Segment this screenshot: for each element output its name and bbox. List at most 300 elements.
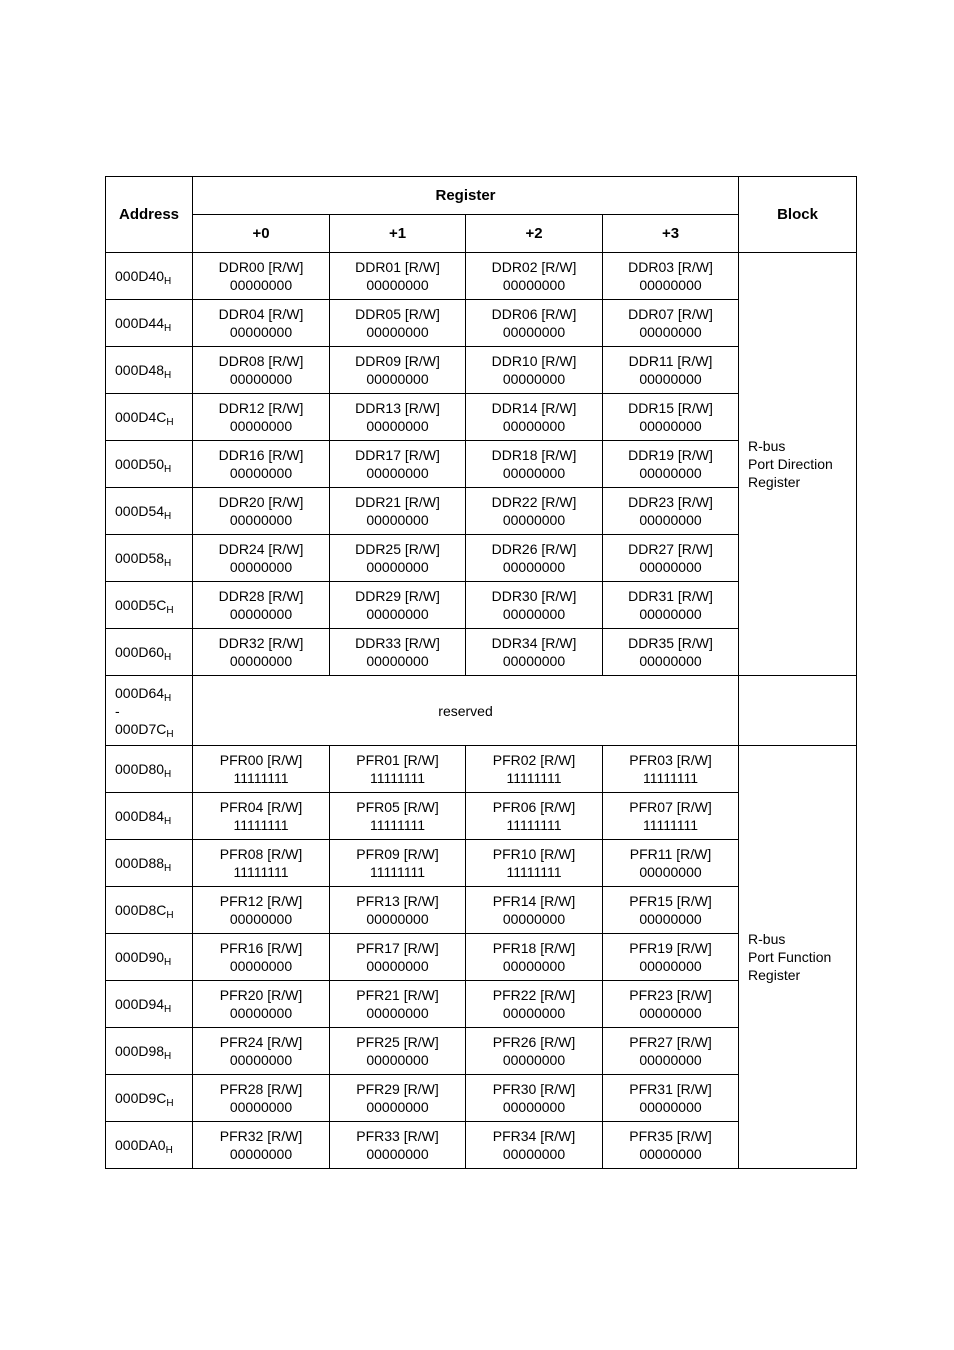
pfr-register-cell (330, 887, 466, 934)
register-initial-value: 00000000 (639, 512, 702, 528)
register-name: DDR16 [R/W] (218, 447, 304, 463)
ddr-register-cell (466, 488, 603, 535)
register-initial-value: 11111111 (643, 817, 699, 833)
hex-suffix: H (165, 1145, 173, 1156)
address-value: 000D5C (115, 597, 167, 613)
register-name: DDR29 [R/W] (355, 588, 440, 604)
pfr-register-cell (193, 981, 330, 1028)
register-name: PFR01 [R/W] (356, 752, 439, 768)
register-initial-value: 00000000 (639, 1099, 702, 1115)
register-name: DDR07 [R/W] (628, 306, 713, 322)
register-initial-value: 00000000 (366, 277, 429, 293)
ddr-register-cell (466, 535, 603, 582)
register-initial-value: 00000000 (502, 606, 566, 622)
register-initial-value: 00000000 (229, 958, 293, 974)
address-cell (106, 488, 193, 535)
register-name: DDR10 [R/W] (491, 353, 577, 369)
register-name: PFR12 [R/W] (219, 893, 303, 909)
register-initial-value: 00000000 (639, 1146, 702, 1162)
ddr-register-cell (603, 253, 739, 300)
pfr-register-cell (466, 1122, 603, 1169)
register-initial-value: 00000000 (229, 371, 293, 387)
register-initial-value: 00000000 (229, 1052, 293, 1068)
reserved-block-cell (739, 676, 857, 746)
ddr-block-cell (739, 253, 857, 676)
register-name: PFR16 [R/W] (219, 940, 303, 956)
ddr-register-cell (466, 300, 603, 347)
register-initial-value: 00000000 (639, 465, 702, 481)
ddr-register-cell (603, 582, 739, 629)
ddr-register-cell (466, 441, 603, 488)
register-initial-value: 00000000 (502, 465, 566, 481)
register-name: DDR05 [R/W] (355, 306, 440, 322)
hex-suffix: H (164, 816, 172, 827)
hex-suffix: H (164, 370, 172, 381)
reserved-label: reserved (193, 676, 739, 746)
address-value: 000D98 (115, 1043, 165, 1059)
ddr-register-cell (466, 253, 603, 300)
register-initial-value: 00000000 (366, 324, 429, 340)
address-value: 000D50 (115, 456, 165, 472)
pfr-register-cell (193, 840, 330, 887)
register-name: PFR07 [R/W] (629, 799, 712, 815)
register-map-table (105, 176, 857, 1169)
pfr-register-cell (330, 934, 466, 981)
register-initial-value: 00000000 (639, 1052, 702, 1068)
address-value: 000D9C (115, 1090, 167, 1106)
register-name: DDR22 [R/W] (491, 494, 577, 510)
address-cell (106, 746, 193, 793)
pfr-register-cell (193, 1075, 330, 1122)
hex-suffix: H (164, 1004, 172, 1015)
ddr-register-cell (603, 441, 739, 488)
register-name: PFR10 [R/W] (492, 846, 576, 862)
address-cell (106, 793, 193, 840)
ddr-register-cell (603, 629, 739, 676)
register-initial-value: 00000000 (502, 911, 566, 927)
register-name: PFR09 [R/W] (356, 846, 439, 862)
ddr-register-cell (193, 629, 330, 676)
register-name: PFR20 [R/W] (219, 987, 303, 1003)
address-cell (106, 253, 193, 300)
block-label-line: R-bus (748, 931, 786, 947)
register-name: DDR23 [R/W] (628, 494, 713, 510)
address-value: 000D40 (115, 268, 165, 284)
register-initial-value: 00000000 (502, 1099, 566, 1115)
register-initial-value: 11111111 (233, 770, 289, 786)
hex-suffix: H (164, 652, 172, 663)
hex-suffix: H (166, 910, 174, 921)
pfr-register-cell (330, 793, 466, 840)
register-name: DDR00 [R/W] (218, 259, 304, 275)
register-initial-value: 11111111 (369, 770, 425, 786)
register-initial-value: 00000000 (366, 465, 429, 481)
register-initial-value: 11111111 (233, 864, 289, 880)
hex-suffix: H (164, 692, 172, 704)
ddr-register-cell (330, 300, 466, 347)
ddr-register-cell (603, 347, 739, 394)
register-initial-value: 00000000 (229, 1005, 293, 1021)
hex-suffix: H (164, 863, 172, 874)
register-name: DDR24 [R/W] (218, 541, 304, 557)
register-name: PFR22 [R/W] (492, 987, 576, 1003)
ddr-register-cell (330, 629, 466, 676)
pfr-register-group (106, 746, 857, 1169)
register-initial-value: 00000000 (229, 559, 293, 575)
address-value: 000D8C (115, 902, 167, 918)
pfr-register-cell (603, 887, 739, 934)
register-initial-value: 00000000 (502, 324, 566, 340)
ddr-register-cell (466, 582, 603, 629)
register-name: DDR12 [R/W] (218, 400, 304, 416)
pfr-register-cell (603, 934, 739, 981)
register-name: DDR27 [R/W] (628, 541, 713, 557)
register-initial-value: 11111111 (643, 770, 699, 786)
offset-header-3: +3 (603, 215, 739, 253)
register-name: DDR11 [R/W] (628, 353, 713, 369)
register-initial-value: 00000000 (229, 418, 293, 434)
register-initial-value: 00000000 (366, 1146, 429, 1162)
register-name: PFR18 [R/W] (492, 940, 576, 956)
pfr-register-cell (193, 887, 330, 934)
address-cell (106, 840, 193, 887)
register-initial-value: 00000000 (366, 1005, 429, 1021)
register-initial-value: 00000000 (366, 606, 429, 622)
register-initial-value: 00000000 (229, 911, 293, 927)
address-cell (106, 887, 193, 934)
pfr-register-cell (603, 793, 739, 840)
ddr-register-cell (603, 488, 739, 535)
register-initial-value: 00000000 (502, 1005, 566, 1021)
address-cell (106, 981, 193, 1028)
ddr-register-cell (330, 253, 466, 300)
register-name: PFR33 [R/W] (356, 1128, 439, 1144)
ddr-register-cell (330, 394, 466, 441)
register-initial-value: 00000000 (502, 512, 566, 528)
register-name: PFR34 [R/W] (492, 1128, 576, 1144)
hex-suffix: H (166, 605, 174, 616)
register-name: DDR20 [R/W] (218, 494, 304, 510)
register-initial-value: 00000000 (366, 653, 429, 669)
register-initial-value: 00000000 (639, 653, 702, 669)
register-name: DDR30 [R/W] (491, 588, 577, 604)
register-name: PFR32 [R/W] (219, 1128, 303, 1144)
register-name: PFR11 [R/W] (629, 846, 712, 862)
reserved-end-address: 000D7C (115, 720, 167, 737)
register-initial-value: 00000000 (366, 958, 429, 974)
pfr-register-cell (193, 746, 330, 793)
register-name: DDR04 [R/W] (218, 306, 304, 322)
register-initial-value: 11111111 (506, 770, 562, 786)
offset-header-0: +0 (193, 215, 330, 253)
address-value: 000D90 (115, 949, 165, 965)
hex-suffix: H (164, 323, 172, 334)
register-name: PFR21 [R/W] (356, 987, 439, 1003)
address-value: 000D84 (115, 808, 165, 824)
address-cell (106, 1028, 193, 1075)
register-initial-value: 00000000 (229, 606, 293, 622)
register-name: PFR29 [R/W] (356, 1081, 439, 1097)
reserved-group (106, 676, 857, 746)
register-initial-value: 00000000 (502, 559, 566, 575)
pfr-register-cell (193, 1028, 330, 1075)
pfr-register-cell (330, 1122, 466, 1169)
hex-suffix: H (164, 957, 172, 968)
register-name: DDR31 [R/W] (628, 588, 713, 604)
register-name: PFR04 [R/W] (219, 799, 303, 815)
register-initial-value: 11111111 (369, 864, 425, 880)
block-label-line: Register (748, 474, 801, 490)
pfr-register-cell (193, 1122, 330, 1169)
address-cell (106, 1075, 193, 1122)
register-initial-value: 00000000 (639, 418, 702, 434)
reserved-row (106, 676, 857, 746)
register-name: DDR17 [R/W] (355, 447, 440, 463)
register-initial-value: 00000000 (639, 606, 702, 622)
ddr-register-cell (330, 441, 466, 488)
hex-suffix: H (166, 417, 174, 428)
pfr-register-cell (330, 981, 466, 1028)
register-name: PFR24 [R/W] (219, 1034, 303, 1050)
pfr-register-cell (193, 934, 330, 981)
register-name: DDR08 [R/W] (218, 353, 304, 369)
block-label-line: Port Function (748, 949, 832, 965)
block-label-line: Register (748, 967, 801, 983)
ddr-register-cell (330, 347, 466, 394)
pfr-block-cell (739, 746, 857, 1169)
reserved-start-address: 000D64 (115, 684, 165, 701)
address-cell (106, 300, 193, 347)
register-name: PFR03 [R/W] (629, 752, 712, 768)
register-name: DDR06 [R/W] (491, 306, 577, 322)
address-cell (106, 394, 193, 441)
register-initial-value: 11111111 (233, 817, 289, 833)
table-row (106, 253, 857, 300)
register-initial-value: 00000000 (229, 465, 293, 481)
register-initial-value: 00000000 (639, 911, 702, 927)
register-name: DDR01 [R/W] (355, 259, 440, 275)
register-initial-value: 00000000 (366, 1052, 429, 1068)
register-name: DDR21 [R/W] (355, 494, 440, 510)
pfr-register-cell (603, 840, 739, 887)
register-name: PFR28 [R/W] (219, 1081, 303, 1097)
address-value: 000DA0 (115, 1137, 166, 1153)
address-value: 000D60 (115, 644, 165, 660)
register-initial-value: 00000000 (229, 653, 293, 669)
register-name: PFR27 [R/W] (629, 1034, 712, 1050)
hex-suffix: H (164, 276, 172, 287)
register-name: DDR26 [R/W] (491, 541, 577, 557)
pfr-register-cell (466, 1028, 603, 1075)
offset-header-2: +2 (466, 215, 603, 253)
register-initial-value: 00000000 (639, 1005, 702, 1021)
pfr-register-cell (466, 887, 603, 934)
register-name: DDR35 [R/W] (628, 635, 713, 651)
hex-suffix: H (164, 511, 172, 522)
register-name: PFR23 [R/W] (629, 987, 712, 1003)
ddr-register-cell (603, 535, 739, 582)
register-initial-value: 00000000 (639, 559, 702, 575)
table-row (106, 746, 857, 793)
register-initial-value: 00000000 (502, 371, 566, 387)
register-initial-value: 00000000 (502, 958, 566, 974)
ddr-register-cell (193, 441, 330, 488)
register-name: DDR34 [R/W] (491, 635, 577, 651)
register-header: Register (193, 177, 739, 215)
pfr-register-cell (603, 1028, 739, 1075)
register-name: PFR05 [R/W] (356, 799, 439, 815)
hex-suffix: H (166, 1098, 174, 1109)
register-name: PFR19 [R/W] (629, 940, 712, 956)
pfr-register-cell (466, 840, 603, 887)
register-name: PFR35 [R/W] (629, 1128, 712, 1144)
register-initial-value: 00000000 (639, 958, 702, 974)
register-initial-value: 11111111 (506, 817, 562, 833)
address-cell (106, 441, 193, 488)
register-name: DDR19 [R/W] (628, 447, 713, 463)
register-initial-value: 11111111 (369, 817, 425, 833)
register-initial-value: 00000000 (502, 1052, 566, 1068)
hex-suffix: H (166, 728, 174, 740)
register-initial-value: 11111111 (506, 864, 562, 880)
pfr-register-cell (193, 793, 330, 840)
register-name: PFR08 [R/W] (219, 846, 303, 862)
register-initial-value: 00000000 (502, 653, 566, 669)
address-value: 000D54 (115, 503, 165, 519)
register-initial-value: 00000000 (366, 371, 429, 387)
register-name: PFR31 [R/W] (629, 1081, 712, 1097)
register-name: DDR28 [R/W] (218, 588, 304, 604)
pfr-register-cell (466, 793, 603, 840)
block-header: Block (739, 177, 857, 253)
register-name: PFR06 [R/W] (492, 799, 576, 815)
hex-suffix: H (164, 1051, 172, 1062)
register-name: PFR02 [R/W] (492, 752, 576, 768)
ddr-register-cell (193, 488, 330, 535)
block-label-line: R-bus (748, 438, 786, 454)
register-initial-value: 00000000 (502, 418, 566, 434)
pfr-register-cell (466, 981, 603, 1028)
register-initial-value: 00000000 (366, 418, 429, 434)
register-name: PFR13 [R/W] (356, 893, 439, 909)
register-name: DDR32 [R/W] (218, 635, 304, 651)
register-name: DDR33 [R/W] (355, 635, 440, 651)
register-initial-value: 00000000 (229, 512, 293, 528)
register-name: PFR14 [R/W] (492, 893, 576, 909)
address-cell (106, 347, 193, 394)
pfr-register-cell (330, 746, 466, 793)
register-initial-value: 00000000 (366, 512, 429, 528)
ddr-register-group (106, 253, 857, 676)
address-value: 000D94 (115, 996, 165, 1012)
pfr-register-cell (603, 1122, 739, 1169)
register-name: PFR17 [R/W] (356, 940, 439, 956)
block-label-line: Port Direction (748, 456, 833, 472)
register-initial-value: 00000000 (366, 559, 429, 575)
pfr-register-cell (466, 746, 603, 793)
register-name: PFR15 [R/W] (629, 893, 712, 909)
ddr-register-cell (193, 394, 330, 441)
register-name: DDR13 [R/W] (355, 400, 440, 416)
register-name: DDR14 [R/W] (491, 400, 577, 416)
address-value: 000D44 (115, 315, 165, 331)
pfr-register-cell (603, 981, 739, 1028)
ddr-register-cell (466, 629, 603, 676)
register-name: DDR02 [R/W] (491, 259, 577, 275)
register-initial-value: 00000000 (229, 277, 293, 293)
range-dash: - (115, 702, 120, 719)
register-name: DDR18 [R/W] (491, 447, 577, 463)
register-initial-value: 00000000 (502, 1146, 566, 1162)
register-initial-value: 00000000 (229, 1099, 293, 1115)
ddr-register-cell (466, 394, 603, 441)
address-header: Address (106, 177, 193, 253)
register-name: PFR00 [R/W] (219, 752, 303, 768)
register-name: DDR25 [R/W] (355, 541, 440, 557)
ddr-register-cell (193, 535, 330, 582)
register-initial-value: 00000000 (502, 277, 566, 293)
register-initial-value: 00000000 (366, 911, 429, 927)
ddr-register-cell (193, 582, 330, 629)
ddr-register-cell (330, 535, 466, 582)
ddr-register-cell (330, 582, 466, 629)
address-value: 000D4C (115, 409, 167, 425)
register-initial-value: 00000000 (639, 324, 702, 340)
address-value: 000D48 (115, 362, 165, 378)
register-name: PFR26 [R/W] (492, 1034, 576, 1050)
address-cell (106, 535, 193, 582)
pfr-register-cell (330, 1028, 466, 1075)
address-cell (106, 629, 193, 676)
address-cell (106, 1122, 193, 1169)
ddr-register-cell (603, 394, 739, 441)
hex-suffix: H (164, 769, 172, 780)
pfr-register-cell (330, 840, 466, 887)
ddr-register-cell (193, 300, 330, 347)
register-name: DDR03 [R/W] (628, 259, 713, 275)
register-initial-value: 00000000 (639, 371, 702, 387)
register-name: PFR30 [R/W] (492, 1081, 576, 1097)
pfr-register-cell (603, 1075, 739, 1122)
register-initial-value: 00000000 (229, 1146, 293, 1162)
ddr-register-cell (193, 253, 330, 300)
pfr-register-cell (603, 746, 739, 793)
hex-suffix: H (164, 464, 172, 475)
address-cell (106, 934, 193, 981)
ddr-register-cell (603, 300, 739, 347)
register-initial-value: 00000000 (366, 1099, 429, 1115)
reserved-address-range (106, 676, 193, 746)
address-value: 000D88 (115, 855, 165, 871)
ddr-register-cell (466, 347, 603, 394)
pfr-register-cell (466, 934, 603, 981)
ddr-register-cell (330, 488, 466, 535)
address-value: 000D58 (115, 550, 165, 566)
register-initial-value: 00000000 (639, 864, 702, 880)
register-name: DDR15 [R/W] (628, 400, 713, 416)
register-initial-value: 00000000 (639, 277, 702, 293)
address-cell (106, 582, 193, 629)
offset-header-1: +1 (330, 215, 466, 253)
ddr-register-cell (193, 347, 330, 394)
register-initial-value: 00000000 (229, 324, 293, 340)
register-name: DDR09 [R/W] (355, 353, 440, 369)
pfr-register-cell (330, 1075, 466, 1122)
pfr-register-cell (466, 1075, 603, 1122)
hex-suffix: H (164, 558, 172, 569)
address-value: 000D80 (115, 761, 165, 777)
register-name: PFR25 [R/W] (356, 1034, 439, 1050)
